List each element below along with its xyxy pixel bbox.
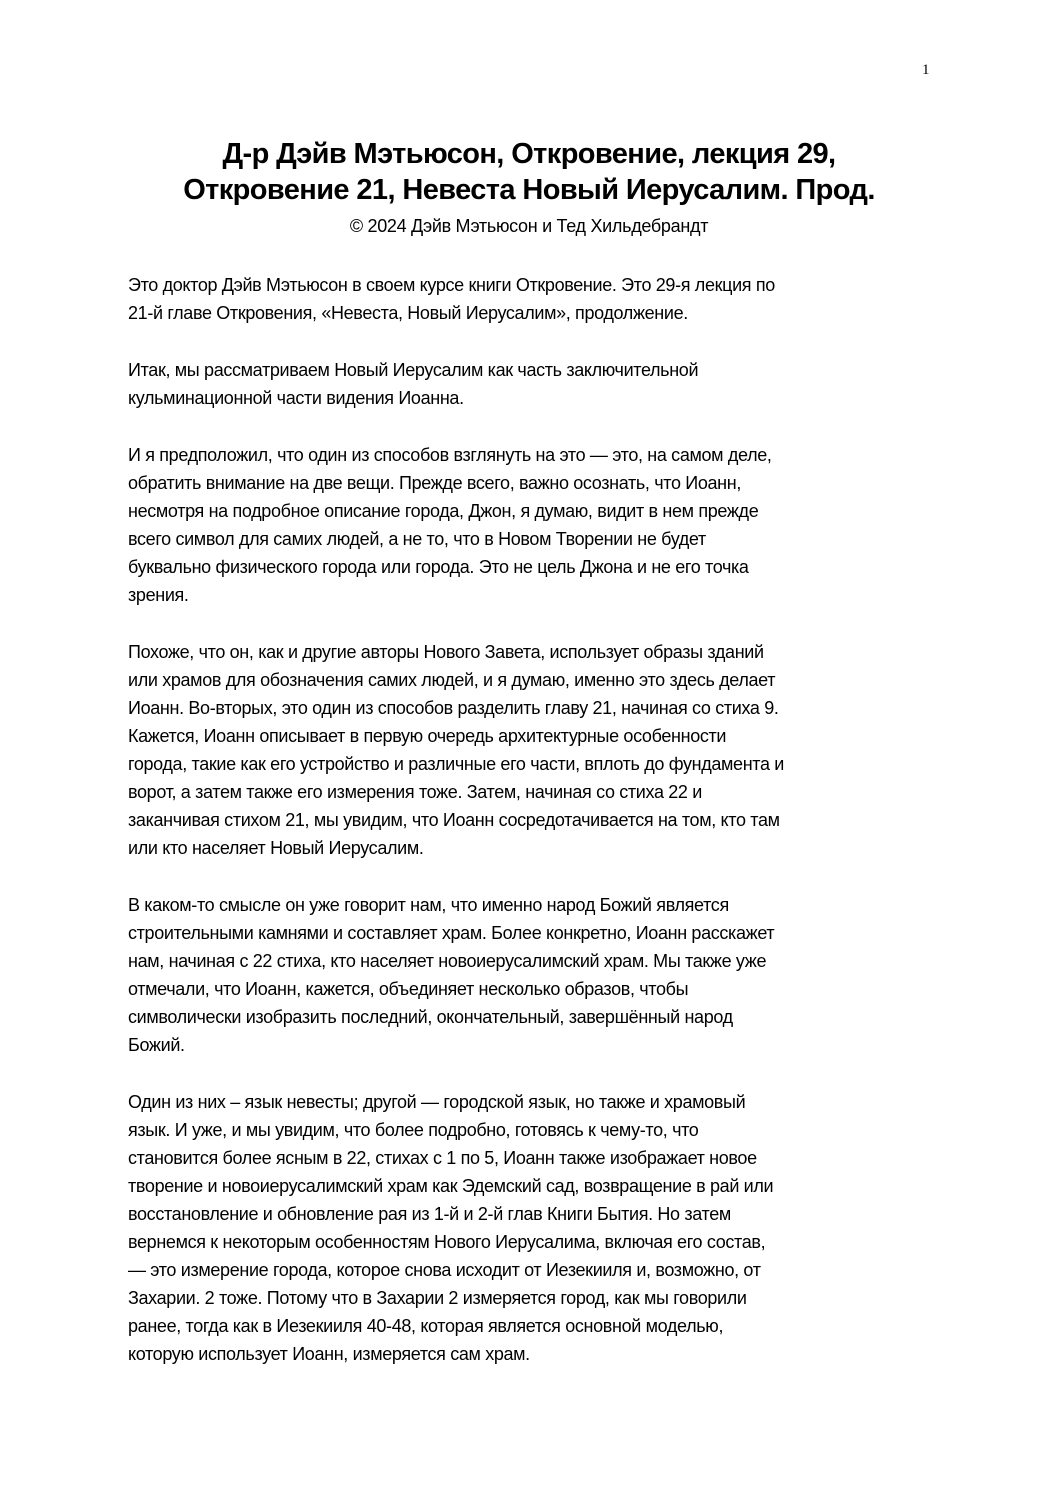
text-line: Это доктор Дэйв Мэтьюсон в своем курсе книги Откровение. Это 29-я лекция по [128, 275, 775, 295]
text-line: или храмов для обозначения самих людей, и я думаю, именно это здесь делает [128, 670, 776, 690]
text-line: отмечали, что Иоанн, кажется, объединяет несколько образов, чтобы [128, 979, 689, 999]
paragraph [128, 1088, 948, 1368]
text-line: буквально физического города или города. Это не цель Джона и не его точка [128, 557, 749, 577]
text-line: — это измерение города, которое снова исходит от Иезекииля и, возможно, от [128, 1260, 761, 1280]
text-line: И я предположил, что один из способов взглянуть на это — это, на самом деле, [128, 445, 772, 465]
title-line: Д-р Дэйв Мэтьюсон, Откровение, лекция 29, [222, 138, 836, 170]
text-line: или кто населяет Новый Иерусалим. [128, 838, 424, 858]
document-title [0, 136, 1058, 208]
paragraph [128, 271, 948, 327]
text-line: ранее, тогда как в Иезекииля 40-48, которая является основной моделью, [128, 1316, 724, 1336]
text-line: ворот, а затем также его измерения тоже. Затем, начиная со стиха 22 и [128, 782, 702, 802]
text-line: несмотря на подробное описание города, Джон, я думаю, видит в нем прежде [128, 501, 759, 521]
text-line: обратить внимание на две вещи. Прежде всего, важно осознать, что Иоанн, [128, 473, 741, 493]
paragraph [128, 891, 948, 1059]
text-line: Один из них – язык невесты; другой — городской язык, но также и храмовый [128, 1092, 746, 1112]
text-line: язык. И уже, и мы увидим, что более подробно, готовясь к чему-то, что [128, 1120, 699, 1140]
text-line: которую использует Иоанн, измеряется сам храм. [128, 1344, 530, 1364]
text-line: Божий. [128, 1035, 185, 1055]
text-line: заканчивая стихом 21, мы увидим, что Иоанн сосредотачивается на том, кто там [128, 810, 780, 830]
text-line: символически изобразить последний, окончательный, завершённый народ [128, 1007, 733, 1027]
text-line: нам, начиная с 22 стиха, кто населяет новоиерусалимский храм. Мы также уже [128, 951, 767, 971]
text-line: Похоже, что он, как и другие авторы Нового Завета, использует образы зданий [128, 642, 764, 662]
text-line: творение и новоиерусалимский храм как Эдемский сад, возвращение в рай или [128, 1176, 774, 1196]
text-line: В каком-то смысле он уже говорит нам, что именно народ Божий является [128, 895, 729, 915]
text-line: кульминационной части видения Иоанна. [128, 388, 464, 408]
text-line: 21-й главе Откровения, «Невеста, Новый Иерусалим», продолжение. [128, 303, 688, 323]
text-line: Итак, мы рассматриваем Новый Иерусалим как часть заключительной [128, 360, 699, 380]
text-line: Кажется, Иоанн описывает в первую очередь архитектурные особенности [128, 726, 727, 746]
text-line: становится более ясным в 22, стихах с 1 по 5, Иоанн также изображает новое [128, 1148, 757, 1168]
text-line: города, такие как его устройство и различные его части, вплоть до фундамента и [128, 754, 784, 774]
paragraph [128, 356, 948, 412]
text-line: Захарии. 2 тоже. Потому что в Захарии 2 измеряется город, как мы говорили [128, 1288, 747, 1308]
text-line: восстановление и обновление рая из 1-й и 2-й глав Книги Бытия. Но затем [128, 1204, 731, 1224]
text-line: зрения. [128, 585, 189, 605]
text-line: всего символ для самих людей, а не то, что в Новом Творении не будет [128, 529, 706, 549]
text-line: строительными камнями и составляет храм. Более конкретно, Иоанн расскажет [128, 923, 775, 943]
title-line: Откровение 21, Невеста Новый Иерусалим. Прод. [183, 174, 875, 206]
paragraph [128, 638, 948, 862]
copyright-line: © 2024 Дэйв Мэтьюсон и Тед Хильдебрандт [349, 216, 709, 236]
page-number: 1 [922, 62, 930, 78]
text-line: Иоанн. Во-вторых, это один из способов разделить главу 21, начиная со стиха 9. [128, 698, 779, 718]
text-line: вернемся к некоторым особенностям Нового Иерусалима, включая его состав, [128, 1232, 766, 1252]
document-body [128, 271, 948, 1397]
paragraph [128, 441, 948, 609]
